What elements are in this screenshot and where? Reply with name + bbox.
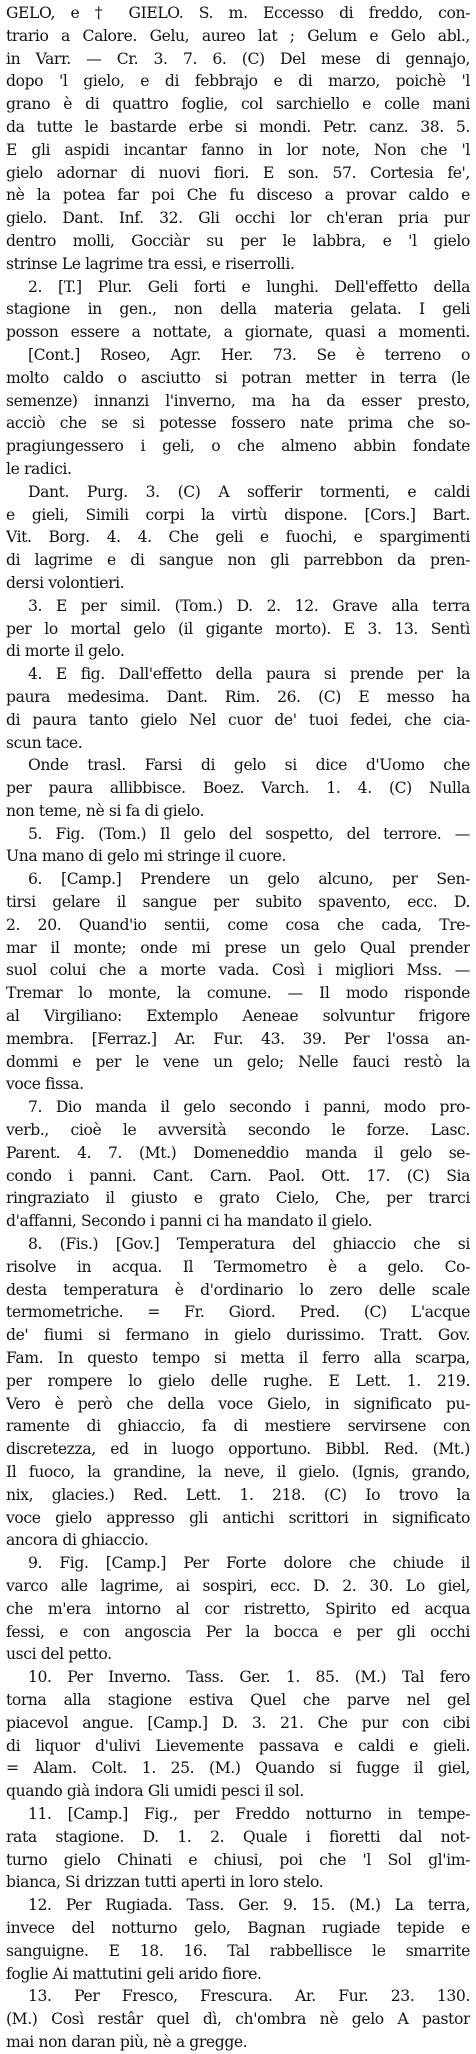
entry-line: nè la potea far poi Che fu disceso a provar caldo e: [6, 186, 470, 205]
entry-line: suol colui che a morte vada. Così i migliori Mss. —: [6, 961, 470, 980]
entry-line: ancora di ghiaccio.: [6, 1531, 149, 1550]
entry-line: non teme, nè si fa di gielo.: [6, 801, 205, 820]
entry-line: 2. [T.] Plur. Geli forti e lunghi. Dell'effetto della: [28, 277, 470, 296]
entry-line: Vit. Borg. 4. 4. Che geli e fuochi, e spargimenti: [6, 528, 470, 547]
entry-line: torna alla stagione estiva Quel che parve nel gel: [6, 1690, 470, 1709]
entry-line: di lagrime e di sangue non gli parrebbon da pren-: [6, 551, 470, 570]
entry-line: scun tace.: [6, 733, 83, 752]
entry-line: molto caldo o asciutto si potran metter in terra (le: [6, 368, 470, 387]
entry-line: fessi, e con angoscia Per la bocca e per gli occhi: [6, 1622, 470, 1641]
entry-line: 11. [Camp.] Fig., per Freddo notturno in tempe-: [28, 1804, 470, 1823]
entry-line: voce gielo appresso gli antichi scrittori in significato: [6, 1508, 470, 1527]
entry-line: grano è di quattro foglie, col sarchiello e colle mani: [6, 95, 470, 114]
entry-line: per paura allibbisce. Boez. Varch. 1. 4. (C) Nulla: [6, 779, 470, 798]
entry-line: ringraziato il giusto e grato Cielo, Che, per trarci: [6, 1189, 470, 1208]
entry-line: Una mano di gelo mi stringe il cuore.: [6, 847, 286, 866]
dictionary-entry-gelo: [6, 2, 470, 2054]
entry-line: 9. Fig. [Camp.] Per Forte dolore che chiude il: [28, 1554, 470, 1573]
entry-line: paura medesima. Dant. Rim. 26. (C) E messo ha: [6, 687, 470, 706]
entry-line: 3. E per simil. (Tom.) D. 2. 12. Grave alla terra: [28, 596, 470, 615]
entry-line: Parent. 4. 7. (Mt.) Domeneddio manda il gelo se-: [6, 1143, 470, 1162]
entry-line: GELO, e † GIELO. S. m. Eccesso di freddo, con-: [6, 4, 470, 22]
entry-line: 12. Per Rugiada. Tass. Ger. 9. 15. (M.) La terra,: [28, 1896, 470, 1915]
entry-line: membra. [Ferraz.] Ar. Fur. 43. 39. Per l'ossa an-: [6, 1029, 470, 1048]
entry-line: mai non daran più, nè a gregge.: [6, 2032, 248, 2051]
entry-line: risolve in acqua. Il Termometro è a gelo. Co-: [6, 1257, 470, 1276]
entry-line: (M.) Così restâr quel dì, ch'ombra nè gelo A pastor: [6, 2010, 470, 2029]
entry-line: bianca, Si drizzan tutti aperti in loro stelo.: [6, 1873, 324, 1892]
entry-line: 4. E fig. Dall'effetto della paura si prende per la: [28, 665, 470, 684]
entry-line: Il fuoco, la grandine, la neve, il gielo. (Ignis, grando,: [6, 1463, 470, 1481]
entry-line: per rompere lo gielo delle rughe. E Lett. 1. 219.: [6, 1371, 470, 1390]
entry-line: = Alam. Colt. 1. 25. (M.) Quando si fugge il giel,: [6, 1759, 470, 1778]
entry-line: sanguigne. E 18. 16. Tal rabbellisce le smarrite: [6, 1941, 470, 1960]
entry-line: foglie Ai mattutini geli arido fiore.: [6, 1964, 262, 1983]
entry-line: Tremar lo monte, la comune. — Il modo risponde: [6, 984, 470, 1003]
entry-line: al Virgiliano: Extemplo Aeneae solvuntur frigore: [6, 1007, 470, 1026]
entry-line: rata stagione. D. 1. 2. Quale i fioretti dal not-: [6, 1827, 470, 1846]
entry-line: 13. Per Fresco, Frescura. Ar. Fur. 23. 130.: [28, 1987, 470, 2006]
entry-line: gielo. Dant. Inf. 32. Gli occhi lor ch'eran pria pur: [6, 209, 470, 228]
entry-line: 10. Per Inverno. Tass. Ger. 1. 85. (M.) Tal fero: [28, 1668, 470, 1687]
entry-line: de' fiumi si fermano in gielo durissimo. Tratt. Gov.: [6, 1326, 470, 1345]
entry-line: pragiungessero i geli, o che almeno abbin fondate: [6, 437, 470, 456]
entry-line: desta temperatura è d'ordinario lo zero delle scale: [6, 1280, 470, 1299]
entry-line: Dant. Purg. 3. (C) A sofferir tormenti, e caldi: [28, 482, 470, 501]
entry-line: le radici.: [6, 459, 72, 478]
entry-line: semenze) innanzi l'inverno, ma ha da esser presto,: [6, 391, 470, 410]
entry-line: acciò che se si potesse fossero nate prima che so-: [6, 414, 470, 433]
entry-line: Vero è però che della voce Gielo, in significato pu-: [6, 1394, 470, 1413]
entry-line: discretezza, ed in luogo opportuno. Bibbl. Red. (Mt.): [6, 1440, 470, 1459]
entry-line: dersi volontieri.: [6, 573, 125, 592]
entry-line: tirsi gelare il sangue per subito spavento, ecc. D.: [6, 893, 470, 912]
entry-line: di liquor d'ulivi Lievemente passava e caldi e gieli.: [6, 1736, 470, 1755]
entry-line: dentro molli, Gocciàr su per le labbra, e 'l gielo: [6, 231, 470, 250]
entry-line: gielo adornar di nuovi fiori. E son. 57. Cortesia fe',: [6, 163, 470, 182]
entry-line: turno gielo Chinati e chiusi, poi che 'l Sol gl'im-: [6, 1850, 470, 1869]
entry-line: invece del notturno gelo, Bagnan rugiade tepide e: [6, 1918, 470, 1937]
entry-line: 2. 20. Quand'io sentii, come cosa che cada, Tre-: [6, 915, 470, 934]
entry-line: da tutte le bastarde erbe si mondi. Petr. canz. 38. 5.: [6, 117, 470, 136]
entry-line: Onde trasl. Farsi di gelo si dice d'Uomo che: [28, 756, 470, 775]
entry-line: piacevol angue. [Camp.] D. 3. 21. Che pur con cibi: [6, 1713, 470, 1732]
entry-line: dommi e per le vene un gelo; Nelle fauci restò la: [6, 1052, 470, 1071]
entry-line: che m'era intorno al cor ristretto, Spirito ed acqua: [6, 1599, 470, 1618]
entry-line: in Varr. — Cr. 3. 7. 6. (C) Del mese di gennajo,: [6, 49, 470, 68]
entry-line: trario a Calore. Gelu, aureo lat ; Gelum e Gelo abl.,: [6, 26, 470, 45]
entry-line: usci del petto.: [6, 1645, 112, 1664]
entry-line: strinse Le lagrime tra essi, e riserrolli.: [6, 254, 295, 273]
entry-line: posson essere a nottate, a giornate, quasi a momenti.: [6, 323, 470, 342]
entry-line: voce fissa.: [6, 1075, 84, 1094]
entry-line: 5. Fig. (Tom.) Il gelo del sospetto, del terrore. —: [28, 824, 470, 843]
entry-line: dopo 'l gielo, e di febbrajo e di marzo, poichè 'l: [6, 72, 470, 91]
entry-line: verb., cioè le avversità secondo le forze. Lasc.: [6, 1121, 470, 1140]
entry-line: quando già indora Gli umidi pesci il sol.: [6, 1782, 304, 1801]
entry-line: 8. (Fis.) [Gov.] Temperatura del ghiaccio che si: [28, 1235, 470, 1254]
entry-line: E gli aspidi incantar fanno in lor note, Non che 'l: [6, 140, 470, 159]
entry-line: stagione in gen., non della materia gelata. I geli: [6, 300, 470, 319]
entry-line: di morte il gelo.: [6, 642, 125, 661]
entry-line: per lo mortal gelo (il gigante morto). E 3. 13. Sentì: [6, 619, 470, 638]
entry-line: nix, glacies.) Red. Lett. 1. 218. (C) Io trovo la: [6, 1485, 470, 1504]
entry-line: condo i panni. Cant. Carn. Paol. Ott. 17. (C) Sia: [6, 1166, 470, 1185]
entry-line: mar il monte; onde mi prese un gelo Qual prender: [6, 938, 470, 957]
entry-line: di paura tanto gielo Nel cuor de' tuoi fedei, che cia-: [6, 710, 470, 729]
entry-line: Fam. In questo tempo si metta il ferro alla scarpa,: [6, 1349, 470, 1368]
entry-line: 7. Dio manda il gelo secondo i panni, modo pro-: [28, 1098, 470, 1117]
entry-line: varco alle lagrime, ai sospiri, ecc. D. 2. 30. Lo giel,: [6, 1576, 470, 1595]
entry-line: ramente di ghiaccio, fa di mestiere servirsene con: [6, 1417, 470, 1436]
entry-line: [Cont.] Roseo, Agr. Her. 73. Se è terreno o: [28, 345, 470, 364]
entry-line: d'affanni, Secondo i panni ci ha mandato il gielo.: [6, 1212, 373, 1231]
entry-line: e gieli, Simili corpi la virtù dispone. [Cors.] Bart.: [6, 505, 470, 524]
entry-line: 6. [Camp.] Prendere un gelo alcuno, per Sen-: [28, 870, 470, 889]
entry-line: termometriche. = Fr. Giord. Pred. (C) L'acque: [6, 1303, 470, 1322]
